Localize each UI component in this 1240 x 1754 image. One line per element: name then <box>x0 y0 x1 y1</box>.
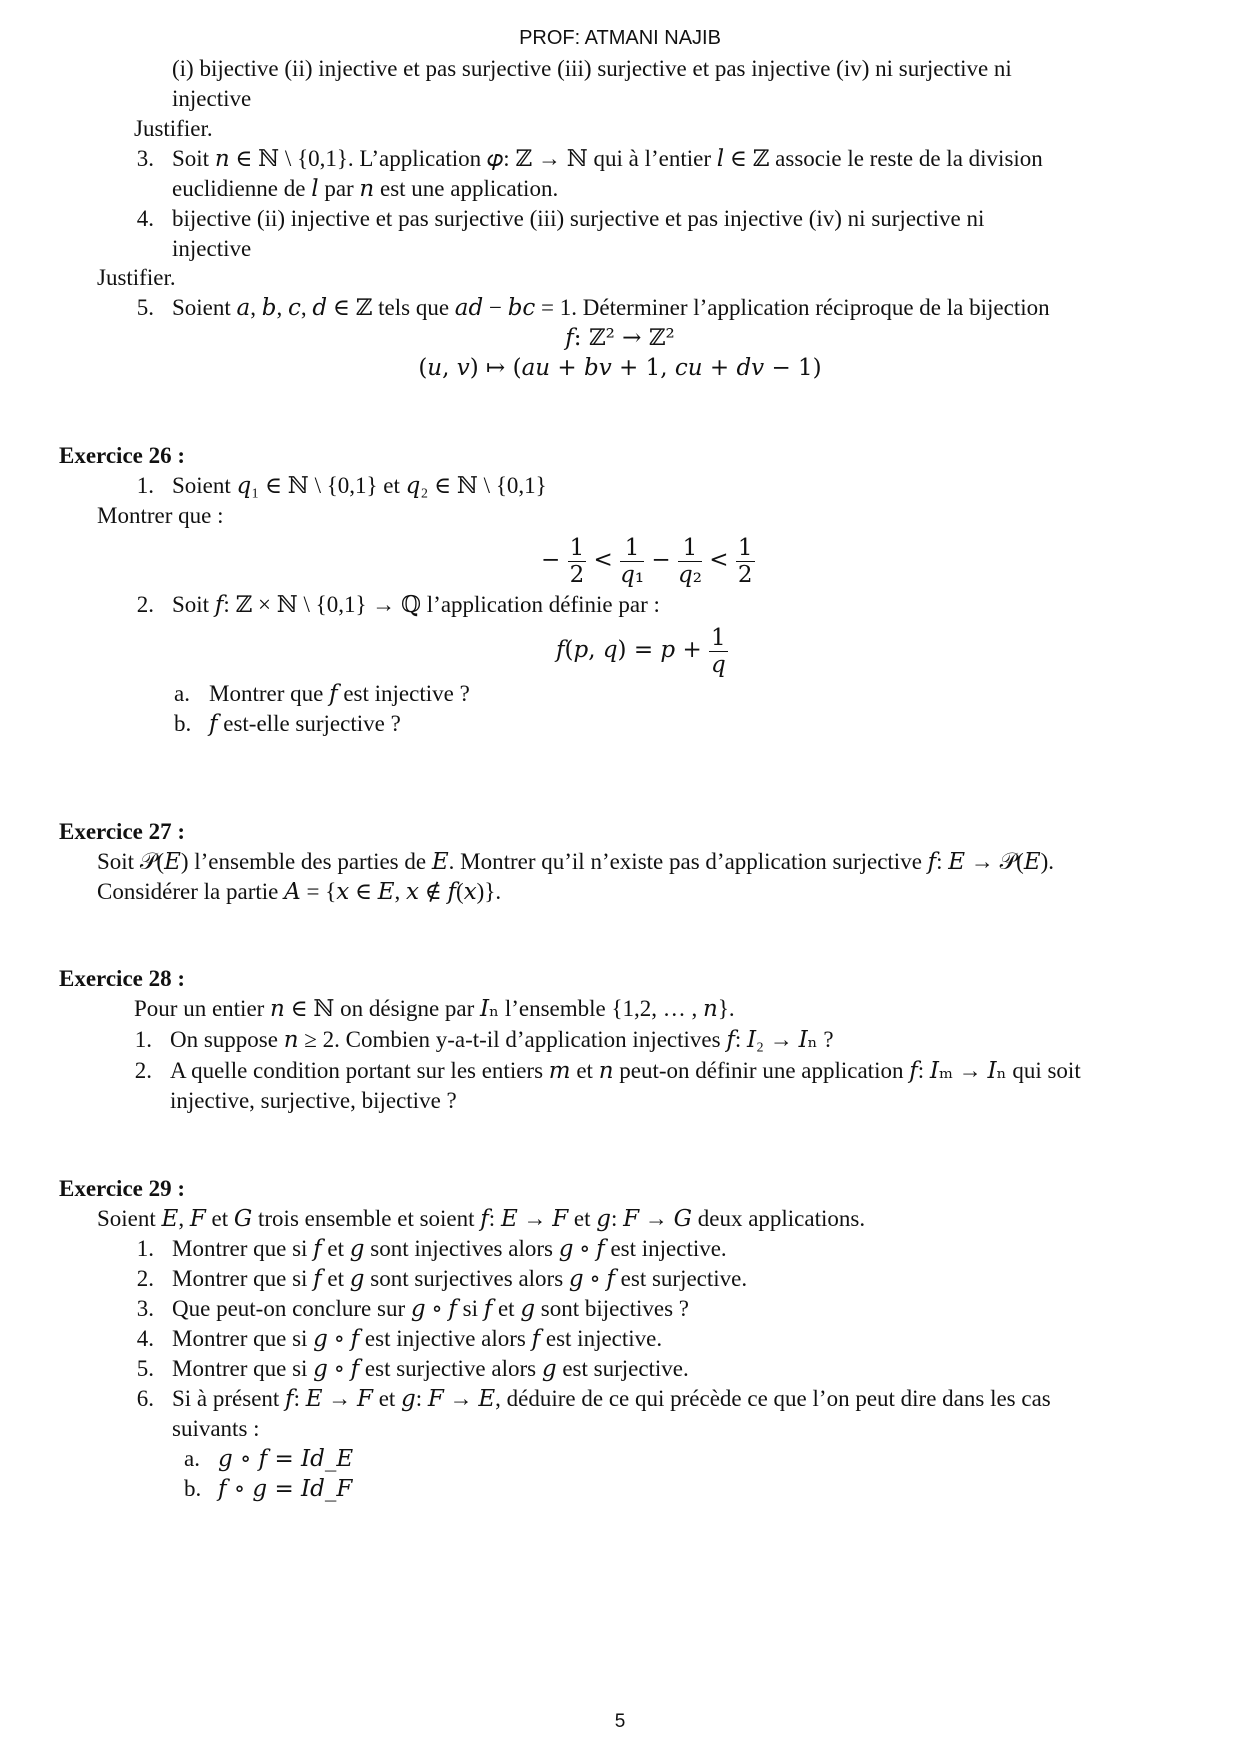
list-number: 5. <box>136 295 154 320</box>
denominator: 𝑞₁ <box>620 561 645 588</box>
numerator: 1 <box>711 624 726 651</box>
ex29-item: Montrer que si 𝑔 ∘ 𝑓 est surjective alors 𝑔 est surjective. <box>172 1356 689 1381</box>
fraction-one-half <box>568 535 587 588</box>
minus-sign: − <box>651 547 671 573</box>
ex26-item-2: Soit 𝑓: ℤ × ℕ \ {0,1} → ℚ l’application définie par : <box>172 592 660 617</box>
denominator: 2 <box>737 561 753 588</box>
sub-label: a. <box>174 681 190 706</box>
denominator: 2 <box>569 561 585 588</box>
less-than: < <box>593 547 613 573</box>
inequality <box>541 532 755 588</box>
ex27-line-2: Considérer la partie 𝐴 = {𝑥 ∈ 𝐸, 𝑥 ∉ 𝑓(𝑥)}. <box>97 879 502 904</box>
minus-sign: − <box>541 547 561 573</box>
item-3-text: Soit 𝑛 ∈ ℕ \ {0,1}. L’application 𝜑: ℤ → ℕ qui à l’entier 𝑙 ∈ ℤ associe le reste de la division <box>172 146 1043 171</box>
bijection-formula: (𝑢, 𝑣) ↦ (𝑎𝑢 + 𝑏𝑣 + 1, 𝑐𝑢 + 𝑑𝑣 − 1) <box>418 355 822 381</box>
bijection-signature: 𝑓: ℤ² → ℤ² <box>565 325 675 351</box>
exercise-title: Exercice 28 : <box>59 966 186 991</box>
page-header: PROF: ATMANI NAJIB <box>519 27 721 49</box>
ex28-item-2: A quelle condition portant sur les entiers 𝑚 et 𝑛 peut-on définir une application 𝑓: 𝐼ₘ → 𝐼ₙ qui soit <box>170 1058 1081 1083</box>
ex28-item-2-cont: injective, surjective, bijective ? <box>170 1088 457 1113</box>
function-lhs: 𝑓(𝑝, 𝑞) = 𝑝 + <box>556 637 702 663</box>
list-number: 2. <box>136 592 154 617</box>
sub-label: a. <box>184 1446 200 1471</box>
ex27-line-1: Soit 𝒫(𝐸) l’ensemble des parties de 𝐸. Montrer qu’il n’existe pas d’application surjective 𝑓: 𝐸 → 𝒫(𝐸). <box>97 849 1055 874</box>
fraction-one-over-q2 <box>678 535 702 588</box>
ex29-item: Que peut-on conclure sur 𝑔 ∘ 𝑓 si 𝑓 et 𝑔 sont bijectives ? <box>172 1296 689 1321</box>
ex29-item: Montrer que si 𝑔 ∘ 𝑓 est injective alors 𝑓 est injective. <box>172 1326 663 1351</box>
exercise-title: Exercice 27 : <box>59 819 186 844</box>
denominator: 𝑞₂ <box>678 561 702 588</box>
list-number: 3. <box>136 146 154 171</box>
sub-label: b. <box>174 711 192 736</box>
fraction-one-half <box>736 535 755 588</box>
page-number: 5 <box>614 1711 626 1732</box>
list-number: 6. <box>136 1386 154 1411</box>
ex29-sub-a: 𝑔 ∘ 𝑓 = 𝐼𝑑_𝐸 <box>218 1446 354 1472</box>
function-definition <box>556 622 728 678</box>
ex28-item-1: On suppose 𝑛 ≥ 2. Combien y-a-t-il d’application injectives 𝑓: 𝐼₂ → 𝐼ₙ ? <box>170 1027 834 1052</box>
ex29-item: Montrer que si 𝑓 et 𝑔 sont injectives alors 𝑔 ∘ 𝑓 est injective. <box>172 1236 727 1261</box>
item-4-text: bijective (ii) injective et pas surjective (iii) surjective et pas injective (iv) ni surjective ni <box>172 206 985 231</box>
list-number: 1. <box>136 1236 154 1261</box>
ex26-sub-a: Montrer que 𝑓 est injective ? <box>209 681 470 706</box>
exercise-title: Exercice 26 : <box>59 443 186 468</box>
fraction-one-over-q1 <box>620 535 644 588</box>
item-4-text-cont: injective <box>172 236 252 261</box>
item-5-text: Soient 𝑎, 𝑏, 𝑐, 𝑑 ∈ ℤ tels que 𝑎𝑑 − 𝑏𝑐 = 1. Déterminer l’application réciproque de la bijection <box>172 295 1050 320</box>
ex29-item: Montrer que si 𝑓 et 𝑔 sont surjectives alors 𝑔 ∘ 𝑓 est surjective. <box>172 1266 748 1291</box>
sub-label: b. <box>184 1476 202 1501</box>
ex29-intro: Soient 𝐸, 𝐹 et 𝐺 trois ensemble et soient 𝑓: 𝐸 → 𝐹 et 𝑔: 𝐹 → 𝐺 deux applications. <box>97 1206 866 1231</box>
ex28-intro: Pour un entier 𝑛 ∈ ℕ on désigne par 𝐼ₙ l’ensemble {1,2, … , 𝑛}. <box>134 996 735 1021</box>
ex29-sub-b: 𝑓 ∘ 𝑔 = 𝐼𝑑_𝐹 <box>218 1476 353 1502</box>
numerator: 1 <box>620 535 644 562</box>
list-number: 3. <box>136 1296 154 1321</box>
options-line: (i) bijective (ii) injective et pas surjective (iii) surjective et pas injective (iv) ni surjective ni <box>172 56 1012 81</box>
list-number: 1. <box>136 473 154 498</box>
ex26-item-1: Soient 𝑞₁ ∈ ℕ \ {0,1} et 𝑞₂ ∈ ℕ \ {0,1} <box>172 473 547 498</box>
list-number: 4. <box>136 206 154 231</box>
exercise-title: Exercice 29 : <box>59 1176 186 1201</box>
list-number: 1. <box>134 1027 152 1052</box>
ex26-sub-b: 𝑓 est-elle surjective ? <box>209 711 401 736</box>
list-number: 2. <box>136 1266 154 1291</box>
fraction-one-over-q <box>709 625 728 678</box>
numerator: 1 <box>678 535 702 562</box>
ex29-item-6-cont: suivants : <box>172 1416 260 1441</box>
denominator: 𝑞 <box>711 651 726 678</box>
numerator: 1 <box>737 534 753 561</box>
list-number: 4. <box>136 1326 154 1351</box>
justify-text: Justifier. <box>97 265 176 290</box>
numerator: 1 <box>569 534 585 561</box>
list-number: 2. <box>134 1058 152 1083</box>
list-number: 5. <box>136 1356 154 1381</box>
justify-text: Justifier. <box>134 116 213 141</box>
ex26-prompt: Montrer que : <box>97 503 224 528</box>
item-3-text-cont: euclidienne de 𝑙 par 𝑛 est une application. <box>172 176 559 201</box>
options-line-cont: injective <box>172 86 252 111</box>
less-than: < <box>709 547 729 573</box>
ex29-item: Si à présent 𝑓: 𝐸 → 𝐹 et 𝑔: 𝐹 → 𝐸, déduire de ce qui précède ce que l’on peut dire dans les cas <box>172 1386 1051 1411</box>
